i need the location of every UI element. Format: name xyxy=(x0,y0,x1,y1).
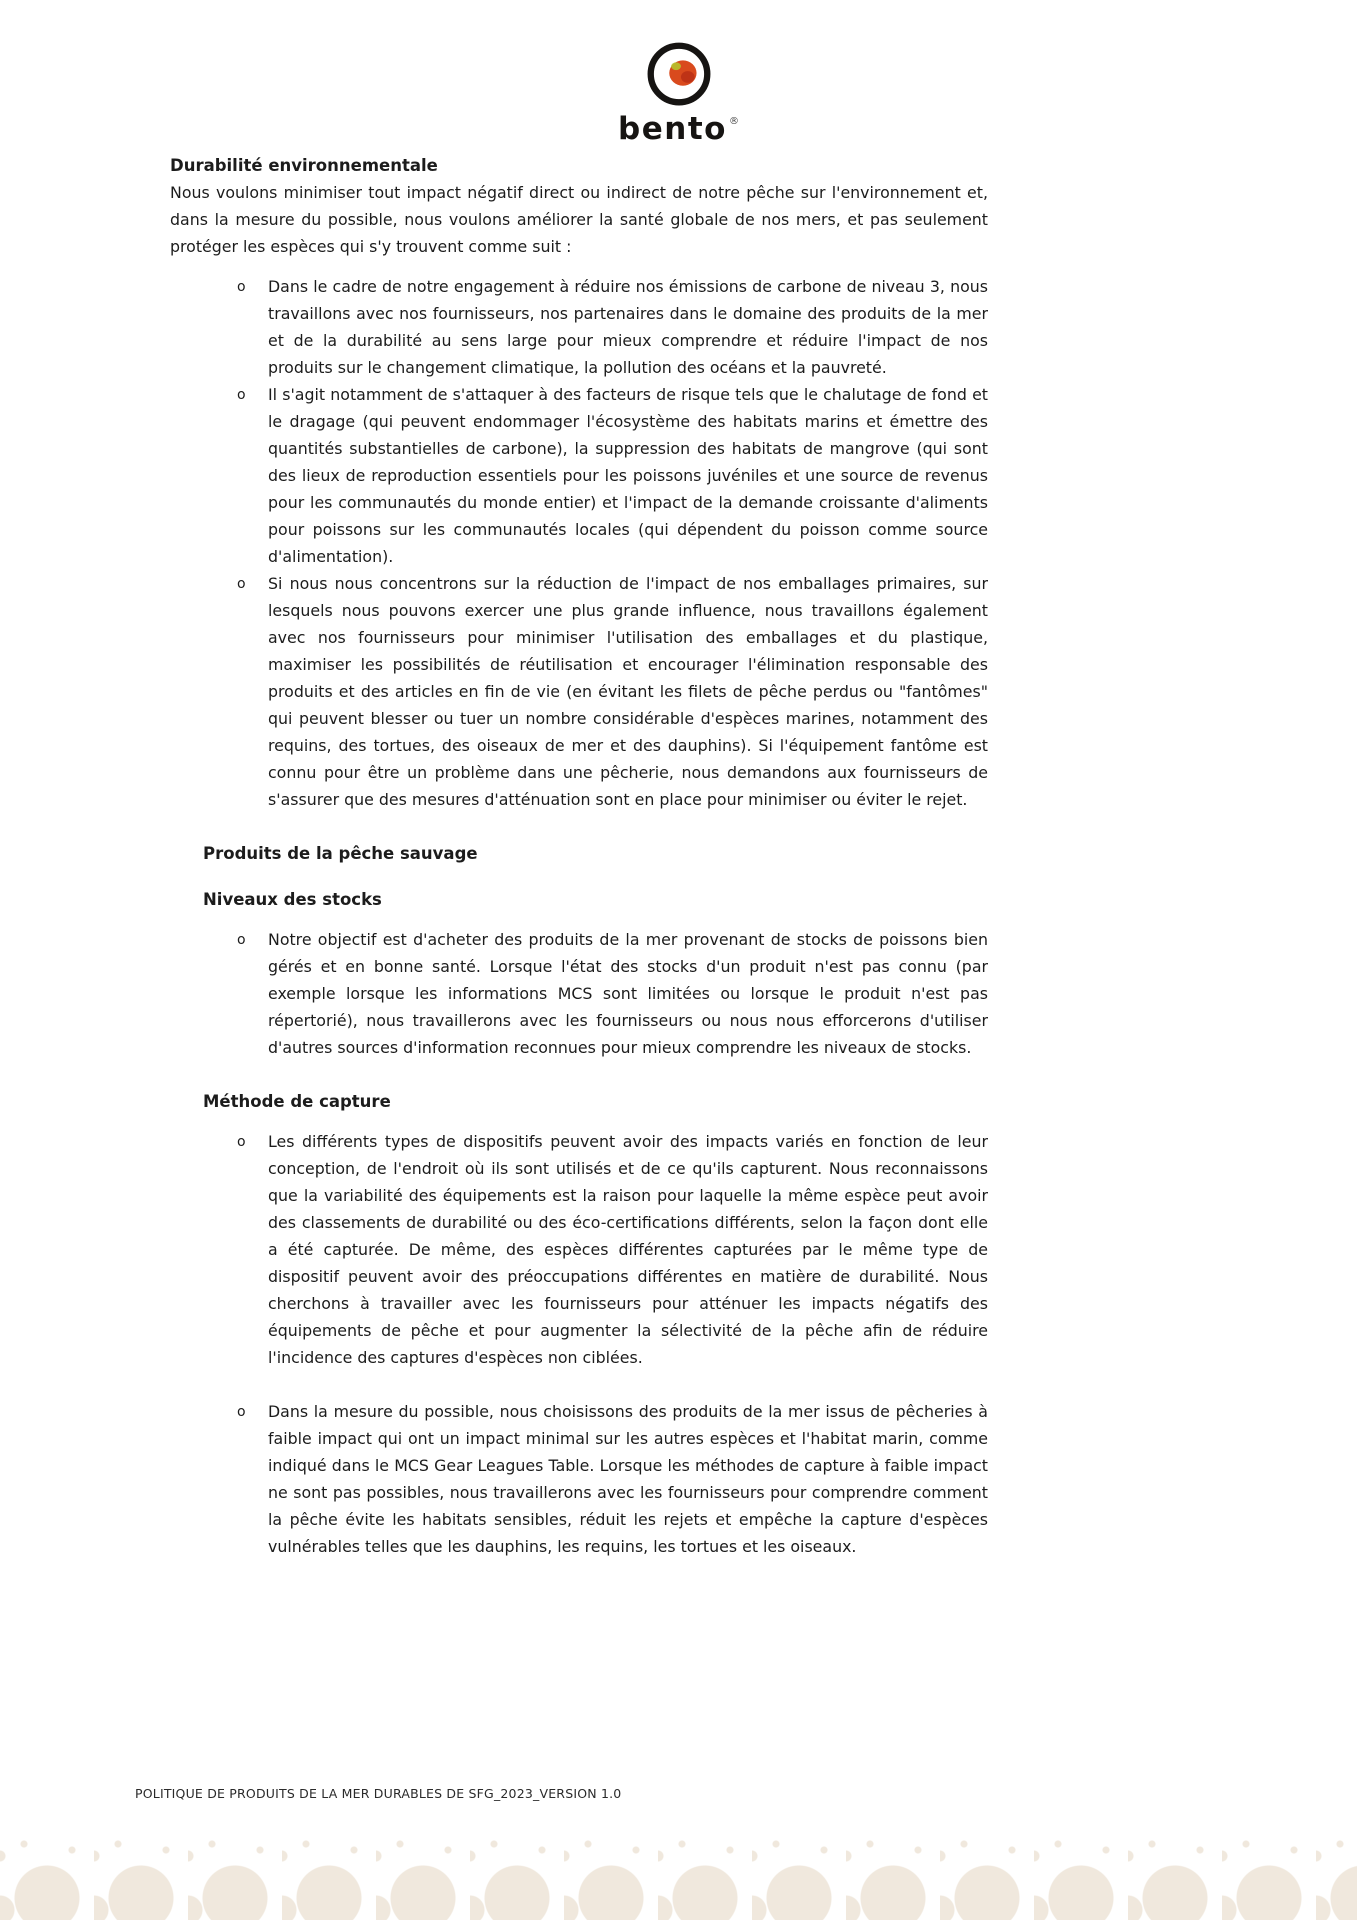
bullet-text: Dans le cadre de notre engagement à réduire nos émissions de carbone de niveau 3, nous travaillons avec nos fournisseurs, nos partenaires dans le domaine des produits de la mer et de la durabilité au sens large pour mieux comprendre et réduire l'impact de nos produits sur le changement climatique, la pollution des océans et la pauvreté. xyxy=(268,277,988,377)
bullet-marker: o xyxy=(237,387,246,403)
trademark-mark: ® xyxy=(728,116,739,127)
heading-methode-de-capture: Méthode de capture xyxy=(203,1092,391,1111)
brand-name: bento xyxy=(618,111,727,147)
bullet-text: Les différents types de dispositifs peuvent avoir des impacts variés en fonction de leur conception, de l'endroit où ils sont utilisés et de ce qu'ils capturent. Nous reconnaissons que la variabilité des équipements est la raison pour laquelle la même espèce peut avoir des classements de durabilité ou des éco-certifications différents, selon la façon dont elle a été capturée. De même, des espèces différentes capturées par le même type de dispositif peuvent avoir des préoccupations différentes en matière de durabilité. Nous cherchons à travailler avec les fournisseurs pour atténuer les impacts négatifs des équipements de pêche et pour augmenter la sélectivité de la pêche afin de réduire l'incidence des captures d'espèces non ciblées. xyxy=(268,1132,988,1367)
paragraph-intro: Nous voulons minimiser tout impact négatif direct ou indirect de notre pêche sur l'environnement et, dans la mesure du possible, nous voulons améliorer la santé globale de nos mers, et pas seulement protéger les espèces qui s'y trouvent comme suit : xyxy=(170,183,988,256)
bullet-marker: o xyxy=(237,279,246,295)
heading-durabilite-environnementale: Durabilité environnementale xyxy=(170,156,438,175)
bullet-list-stocks xyxy=(170,926,988,1061)
bullet-item xyxy=(170,1398,988,1560)
bullet-text: Notre objectif est d'acheter des produits de la mer provenant de stocks de poissons bien gérés et en bonne santé. Lorsque l'état des stocks d'un produit n'est pas connu (par exemple lorsque les informations MCS sont limitées ou lorsque le produit n'est pas répertorié), nous travaillerons avec les fournisseurs ou nous nous efforcerons d'utiliser d'autres sources d'information reconnues pour mieux comprendre les niveaux de stocks. xyxy=(268,930,988,1057)
bullet-list-durabilite xyxy=(170,273,988,813)
bullet-text: Il s'agit notamment de s'attaquer à des facteurs de risque tels que le chalutage de fond et le dragage (qui peuvent endommager l'écosystème des habitats marins et émettre des quantités substantielles de carbone), la suppression des habitats de mangrove (qui sont des lieux de reproduction essentiels pour les poissons juvéniles et une source de revenus pour les communautés du monde entier) et l'impact de la demande croissante d'aliments pour poissons sur les communautés locales (qui dépendent du poisson comme source d'alimentation). xyxy=(268,385,988,566)
heading-produits-peche-sauvage: Produits de la pêche sauvage xyxy=(203,844,478,863)
bullet-marker: o xyxy=(237,576,246,592)
bullet-item xyxy=(170,926,988,1061)
bullet-item xyxy=(170,381,988,570)
bullet-item xyxy=(170,1128,988,1371)
bullet-item xyxy=(170,273,988,381)
bullet-marker: o xyxy=(237,932,246,948)
bullet-item xyxy=(170,570,988,813)
logo xyxy=(0,36,1357,145)
decorative-bubble-border xyxy=(0,1830,1357,1920)
bullet-list-capture xyxy=(170,1128,988,1560)
document-content xyxy=(170,152,988,1560)
bullet-text: Si nous nous concentrons sur la réduction de l'impact de nos emballages primaires, sur lesquels nous pouvons exercer une plus grande influence, nous travaillons également avec nos fournisseurs pour minimiser l'utilisation des emballages et du plastique, maximiser les possibilités de réutilisation et encourager l'élimination responsable des produits et des articles en fin de vie (en évitant les filets de pêche perdus ou "fantômes" qui peuvent blesser ou tuer un nombre considérable d'espèces marines, notamment des requins, des tortues, des oiseaux de mer et des dauphins). Si l'équipement fantôme est connu pour être un problème dans une pêcherie, nous demandons aux fournisseurs de s'assurer que des mesures d'atténuation sont en place pour minimiser ou éviter le rejet. xyxy=(268,574,988,809)
footer-text: POLITIQUE DE PRODUITS DE LA MER DURABLES DE SFG_2023_VERSION 1.0 xyxy=(135,1786,622,1801)
bento-logo-icon xyxy=(640,36,718,114)
bullet-marker: o xyxy=(237,1134,246,1150)
heading-niveaux-des-stocks: Niveaux des stocks xyxy=(203,890,382,909)
bullet-text: Dans la mesure du possible, nous choisissons des produits de la mer issus de pêcheries à faible impact qui ont un impact minimal sur les autres espèces et l'habitat marin, comme indiqué dans le MCS Gear Leagues Table. Lorsque les méthodes de capture à faible impact ne sont pas possibles, nous travaillerons avec les fournisseurs pour comprendre comment la pêche évite les habitats sensibles, réduit les rejets et empêche la capture d'espèces vulnérables telles que les dauphins, les requins, les tortues et les oiseaux. xyxy=(268,1402,988,1556)
bullet-marker: o xyxy=(237,1404,246,1420)
